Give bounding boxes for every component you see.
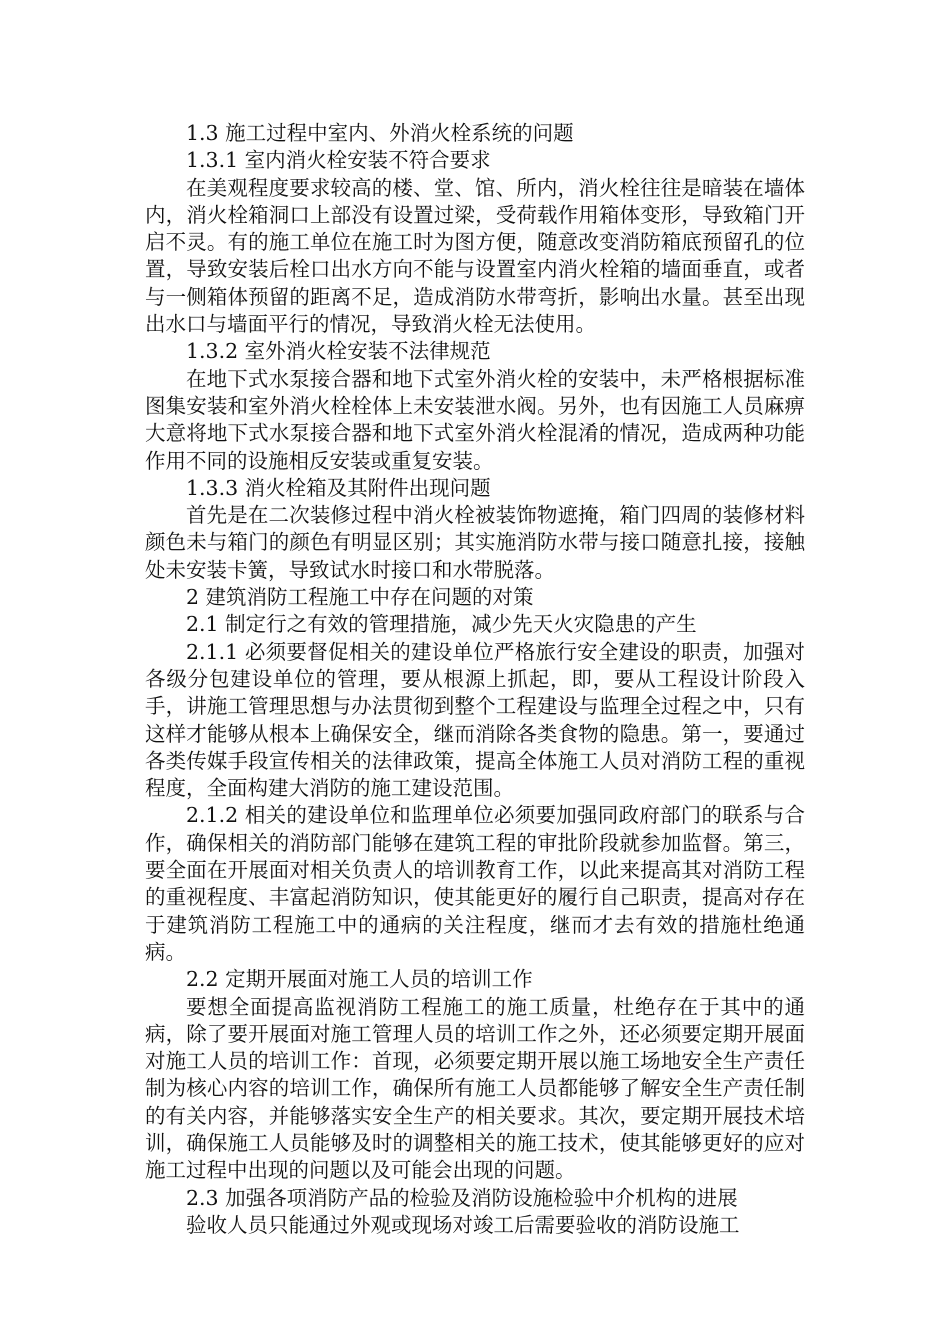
document-body xyxy=(145,120,805,1239)
heading-2-3: 2.3 加强各项消防产品的检验及消防设施检验中介机构的进展 xyxy=(186,1185,738,1210)
paragraph: 验收人员只能通过外观或现场对竣工后需要验收的消防设施工 xyxy=(186,1212,740,1237)
paragraph: 在地下式水泵接合器和地下式室外消火栓的安装中，未严格根据标准图集安装和室外消火栓栓体上未安装泄水阀。另外，也有因施工人员麻痹大意将地下式水泵接合器和地下式室外消火栓混淆的情况，造成两种功能作用不同的设施相反安装或重复安装。 xyxy=(145,366,805,473)
paragraph: 在美观程度要求较高的楼、堂、馆、所内，消火栓往往是暗装在墙体内，消火栓箱洞口上部没有设置过梁，受荷载作用箱体变形，导致箱门开启不灵。有的施工单位在施工时为图方便，随意改变消防箱底预留孔的位置，导致安装后栓口出水方向不能与设置室内消火栓箱的墙面垂直，或者与一侧箱体预留的距离不足，造成消防水带弯折，影响出水量。甚至出现出水口与墙面平行的情况，导致消火栓无法使用。 xyxy=(145,175,805,337)
paragraph: 首先是在二次装修过程中消火栓被装饰物遮掩，箱门四周的装修材料颜色未与箱门的颜色有明显区别；其实施消防水带与接口随意扎接，接触处未安装卡簧，导致试水时接口和水带脱落。 xyxy=(145,503,805,582)
heading-2: 2 建筑消防工程施工中存在问题的对策 xyxy=(186,585,534,610)
paragraph: 要想全面提高监视消防工程施工的施工质量，杜绝存在于其中的通病，除了要开展面对施工管理人员的培训工作之外，还必须要定期开展面对施工人员的培训工作：首现，必须要定期开展以施工场地安全生产责任制为核心内容的培训工作，确保所有施工人员都能够了解安全生产责任制的有关内容，并能够落实安全生产的相关要求。其次，要定期开展技术培训，确保施工人员能够及时的调整相关的施工技术，使其能够更好的应对施工过程中出现的问题以及可能会出现的问题。 xyxy=(145,994,805,1183)
paragraph-2-1-1: 2.1.1 必须要督促相关的建设单位严格旅行安全建设的职责，加强对各级分包建设单位的管理，要从根源上抓起，即，要从工程设计阶段入手，讲施工管理思想与办法贯彻到整个工程建设与监理全过程之中，只有这样才能够从根本上确保安全，继而消除各类食物的隐患。第一，要通过各类传媒手段宣传相关的法律政策，提高全体施工人员对消防工程的重视程度，全面构建大消防的施工建设范围。 xyxy=(145,639,805,801)
paragraph-2-1-2: 2.1.2 相关的建设单位和监理单位必须要加强同政府部门的联系与合作，确保相关的消防部门能够在建筑工程的审批阶段就参加监督。第三，要全面在开展面对相关负责人的培训教育工作，以此来提高其对消防工程的重视程度、丰富起消防知识，使其能更好的履行自己职责，提高对存在于建筑消防工程施工中的通病的关注程度，继而才去有效的措施杜绝通病。 xyxy=(145,803,805,964)
heading-1-3-3: 1.3.3 消火栓箱及其附件出现问题 xyxy=(186,475,491,500)
heading-1-3: 1.3 施工过程中室内、外消火栓系统的问题 xyxy=(186,121,574,145)
heading-2-1: 2.1 制定行之有效的管理措施，减少先天火灾隐患的产生 xyxy=(186,612,697,637)
heading-2-2: 2.2 定期开展面对施工人员的培训工作 xyxy=(186,967,533,992)
heading-1-3-2: 1.3.2 室外消火栓安装不法律规范 xyxy=(186,339,491,364)
heading-1-3-1: 1.3.1 室内消火栓安装不符合要求 xyxy=(186,148,491,173)
